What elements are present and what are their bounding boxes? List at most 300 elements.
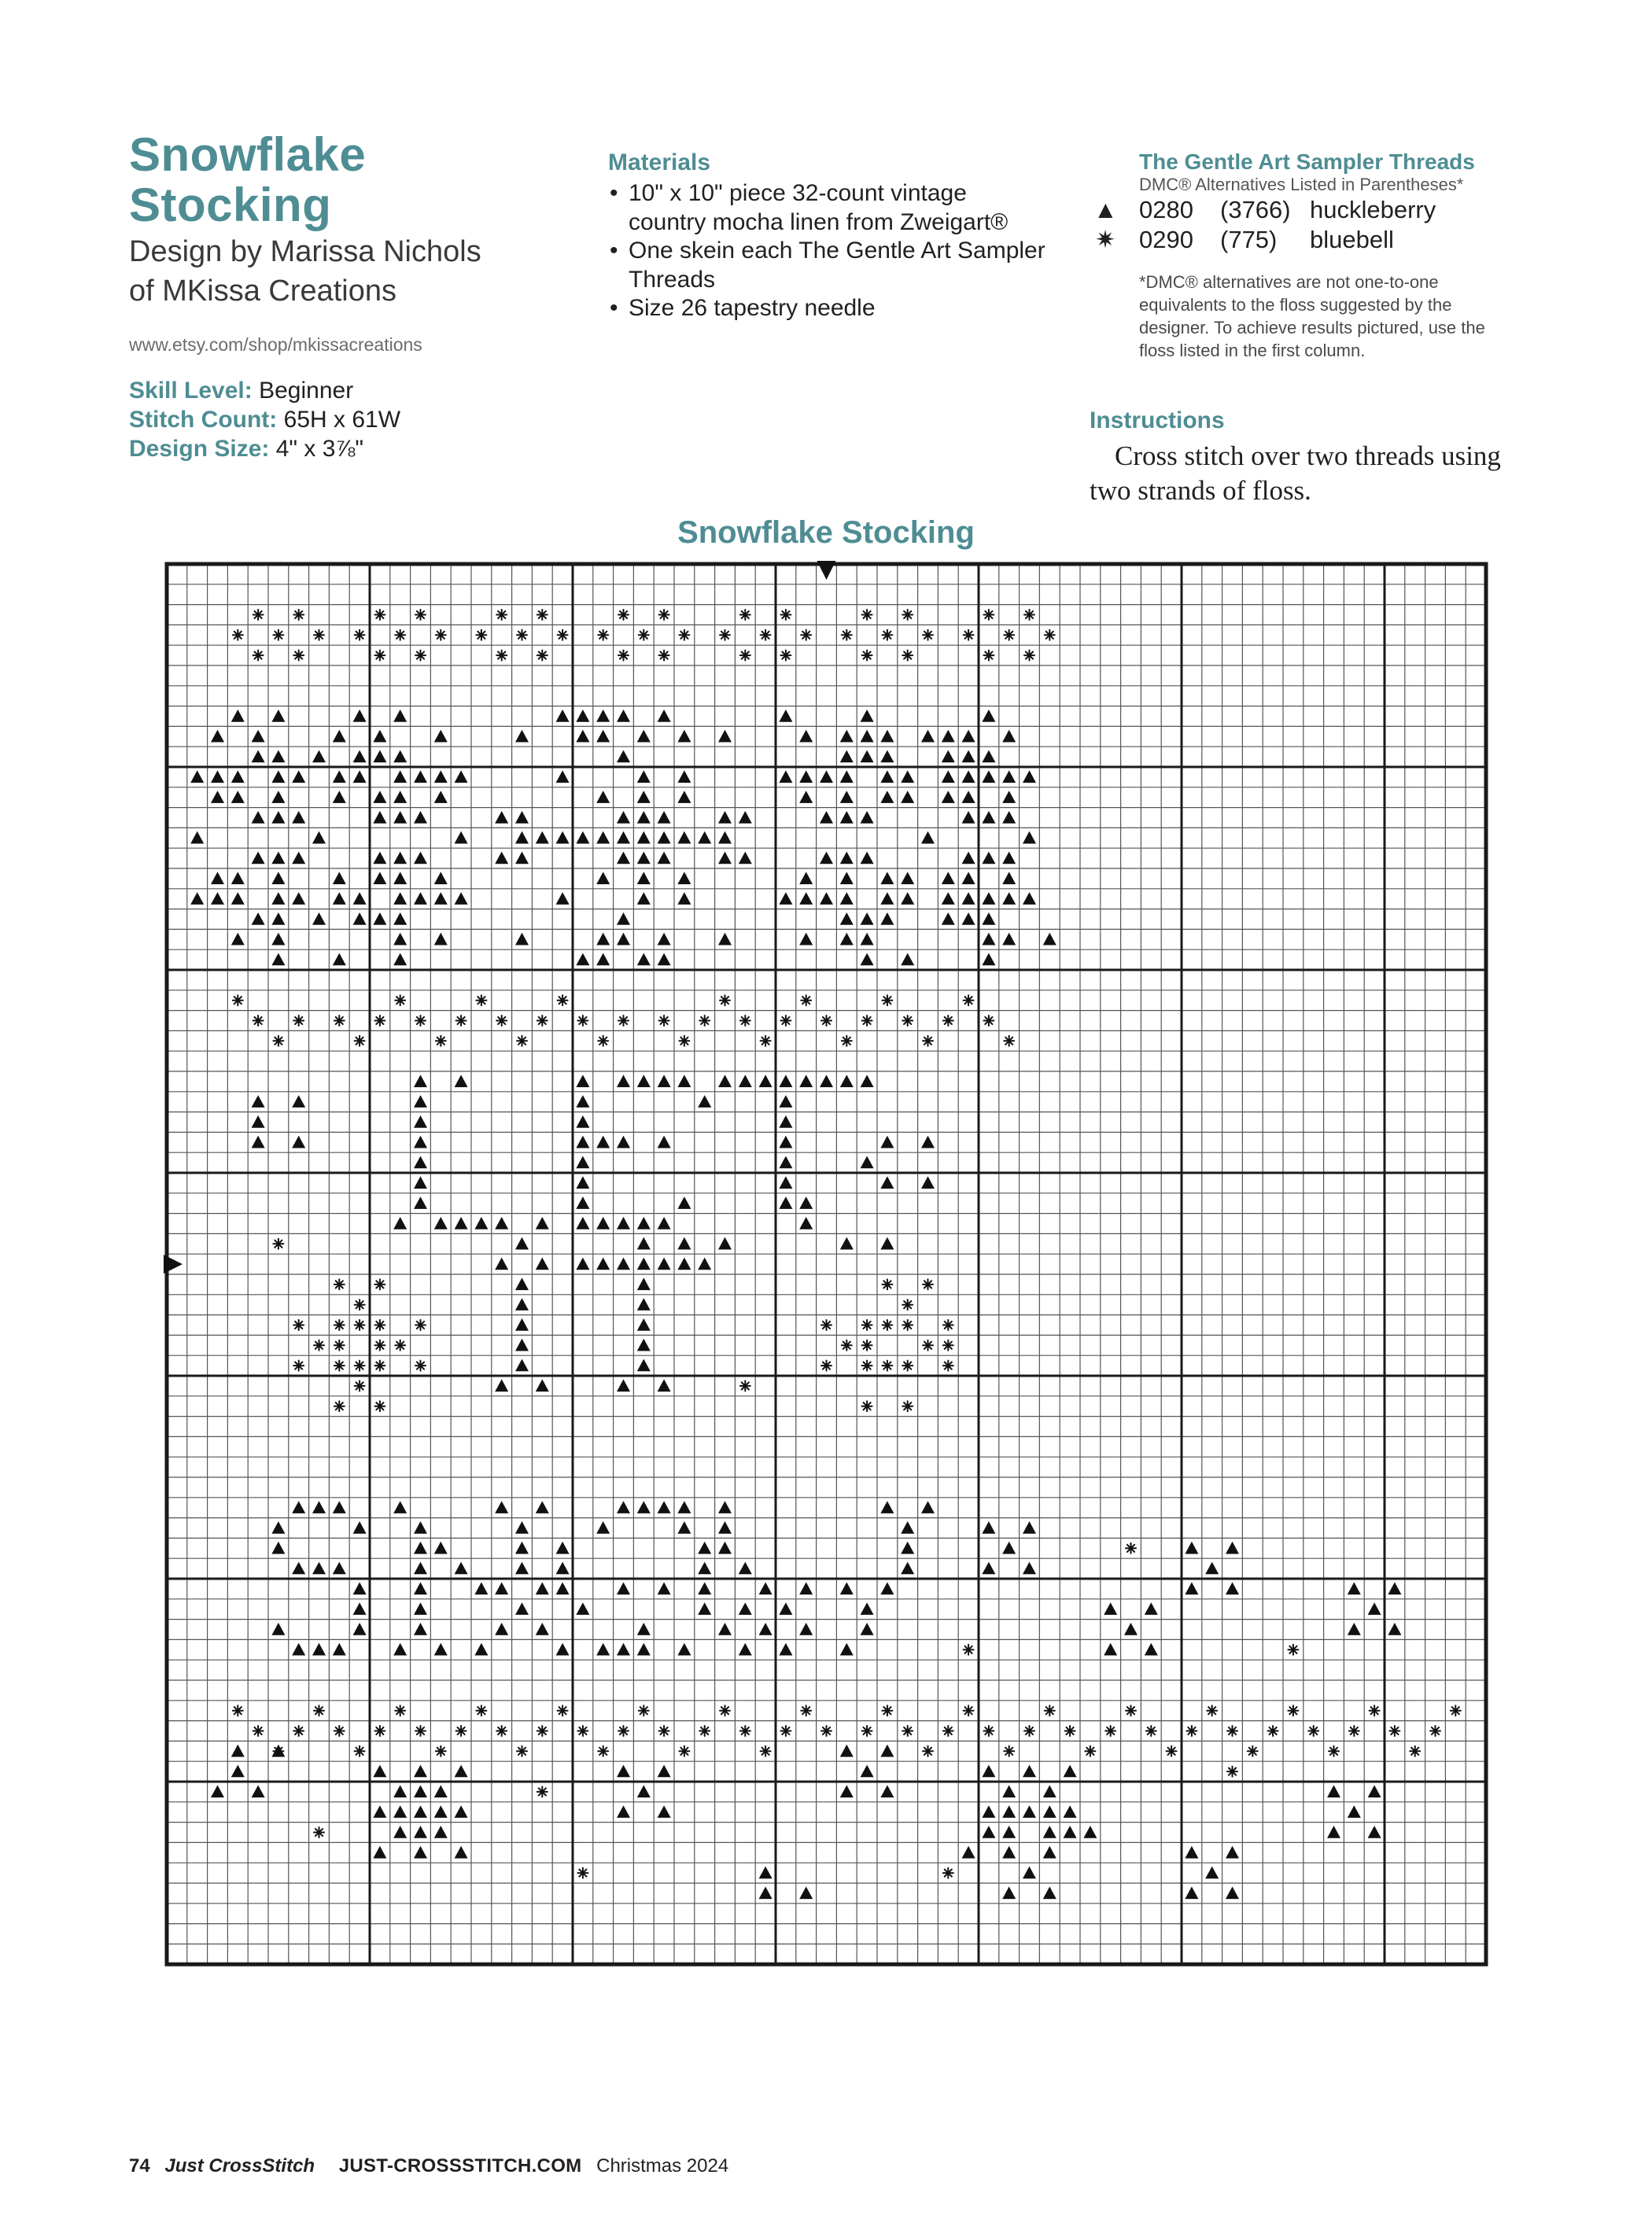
triangle-stitch — [658, 1765, 671, 1778]
star-stitch — [314, 1340, 324, 1351]
triangle-stitch — [861, 750, 874, 763]
star-stitch — [983, 610, 994, 620]
triangle-stitch — [739, 1602, 752, 1615]
triangle-stitch — [271, 750, 285, 763]
star-stitch — [456, 1726, 466, 1736]
triangle-stitch — [677, 892, 691, 905]
triangle-stitch — [942, 750, 955, 763]
triangle-stitch — [312, 831, 326, 844]
triangle-stitch — [1002, 872, 1016, 884]
triangle-stitch — [393, 1501, 407, 1513]
triangle-stitch — [901, 1521, 914, 1534]
star-stitch — [679, 630, 689, 640]
triangle-stitch — [1023, 831, 1036, 844]
triangle-stitch — [1043, 1886, 1056, 1899]
triangle-stitch — [1023, 892, 1036, 905]
triangle-stitch — [840, 750, 854, 763]
triangle-stitch — [271, 811, 285, 824]
triangle-stitch — [942, 912, 955, 925]
star-stitch — [964, 1705, 974, 1716]
star-stitch — [679, 1746, 689, 1756]
triangle-stitch — [637, 1785, 651, 1797]
triangle-stitch — [434, 1542, 448, 1554]
triangle-stitch — [962, 730, 975, 743]
triangle-stitch — [576, 1217, 589, 1229]
triangle-stitch — [617, 750, 630, 763]
triangle-stitch — [739, 1562, 752, 1575]
triangle-stitch — [1043, 1805, 1056, 1818]
triangle-stitch — [861, 953, 874, 966]
triangle-stitch — [880, 912, 894, 925]
star-stitch — [1370, 1705, 1380, 1716]
triangle-stitch — [292, 811, 305, 824]
triangle-stitch — [190, 831, 204, 844]
triangle-stitch — [434, 1785, 448, 1797]
triangle-stitch — [414, 1521, 427, 1534]
star-stitch — [395, 630, 405, 640]
star-stitch — [943, 1361, 953, 1371]
triangle-stitch — [617, 811, 630, 824]
star-stitch — [780, 610, 791, 620]
star-stitch — [801, 1705, 811, 1716]
triangle-stitch — [658, 1582, 671, 1594]
star-stitch — [1004, 1746, 1014, 1756]
triangle-stitch — [434, 933, 448, 945]
star-stitch — [862, 610, 872, 620]
triangle-stitch — [353, 710, 367, 722]
star-stitch — [476, 630, 486, 640]
star-stitch — [821, 1016, 832, 1026]
triangle-stitch — [759, 1074, 773, 1087]
triangle-stitch — [962, 1846, 975, 1859]
triangle-stitch — [353, 750, 367, 763]
triangle-stitch — [1145, 1602, 1158, 1615]
triangle-stitch — [637, 1237, 651, 1250]
triangle-stitch — [637, 1339, 651, 1351]
triangle-stitch — [962, 791, 975, 803]
triangle-stitch — [1226, 1582, 1239, 1594]
triangle-stitch — [617, 831, 630, 844]
star-stitch — [923, 1746, 933, 1756]
thread-name: bluebell — [1310, 226, 1394, 253]
triangle-stitch — [373, 912, 386, 925]
triangle-stitch — [455, 1217, 468, 1229]
star-stitch — [577, 1868, 588, 1878]
star-stitch — [598, 1746, 608, 1756]
star-stitch — [374, 1016, 385, 1026]
triangle-stitch — [1002, 1826, 1016, 1838]
triangle-stitch — [982, 933, 995, 945]
star-stitch — [334, 1016, 345, 1026]
star-stitch — [496, 1016, 507, 1026]
triangle-stitch — [799, 1623, 813, 1635]
star-stitch — [253, 1016, 264, 1026]
triangle-stitch — [434, 892, 448, 905]
star-stitch — [740, 651, 750, 661]
star-stitch — [273, 1036, 283, 1046]
triangle-stitch — [637, 1501, 651, 1513]
triangle-stitch — [414, 1095, 427, 1108]
star-stitch — [964, 630, 974, 640]
triangle-stitch — [414, 1176, 427, 1189]
triangle-stitch — [556, 892, 570, 905]
triangle-stitch — [779, 892, 792, 905]
triangle-stitch — [373, 1805, 386, 1818]
triangle-stitch — [434, 1643, 448, 1656]
star-stitch — [517, 1746, 527, 1756]
star-stitch — [923, 1036, 933, 1046]
skill-level-value: Beginner — [259, 378, 354, 404]
triangle-stitch — [698, 1095, 711, 1108]
star-stitch — [273, 630, 283, 640]
triangle-stitch — [718, 730, 732, 743]
threads-subheading: DMC® Alternatives Listed in Parentheses* — [1139, 175, 1464, 194]
triangle-stitch — [292, 1562, 305, 1575]
triangle-stitch — [312, 912, 326, 925]
star-stitch — [821, 1320, 832, 1330]
triangle-stitch — [536, 831, 549, 844]
triangle-stitch — [1368, 1602, 1381, 1615]
triangle-stitch — [982, 892, 995, 905]
triangle-stitch — [1226, 1846, 1239, 1859]
triangle-stitch — [1002, 791, 1016, 803]
triangle-stitch — [333, 872, 346, 884]
triangle-stitch — [739, 1074, 752, 1087]
triangle-stitch — [982, 1826, 995, 1838]
triangle-stitch — [1327, 1785, 1340, 1797]
triangle-stitch — [455, 1765, 468, 1778]
star-stitch — [740, 1726, 750, 1736]
triangle-stitch — [373, 1846, 386, 1859]
triangle-stitch — [677, 1521, 691, 1534]
triangle-stitch — [861, 1602, 874, 1615]
triangle-stitch — [982, 1562, 995, 1575]
triangle-stitch — [576, 1115, 589, 1128]
triangle-stitch — [312, 750, 326, 763]
triangle-stitch — [1002, 1886, 1016, 1899]
triangle-stitch — [861, 730, 874, 743]
triangle-stitch — [1002, 852, 1016, 864]
star-stitch — [1065, 1726, 1075, 1736]
triangle-stitch — [231, 872, 245, 884]
star-stitch — [902, 1726, 913, 1736]
center-marker-left — [164, 1255, 183, 1274]
triangle-stitch — [779, 1643, 792, 1656]
star-stitch — [1227, 1767, 1237, 1777]
triangle-stitch — [515, 1237, 529, 1250]
triangle-stitch — [718, 933, 732, 945]
triangle-stitch — [1023, 770, 1036, 783]
star-stitch — [659, 1016, 669, 1026]
triangle-stitch — [596, 1258, 610, 1270]
star-stitch — [943, 1340, 953, 1351]
triangle-stitch — [312, 1562, 326, 1575]
triangle-stitch — [333, 892, 346, 905]
triangle-stitch — [799, 933, 813, 945]
triangle-stitch — [515, 1542, 529, 1554]
star-symbol-icon: ✷ — [1095, 226, 1115, 253]
triangle-stitch — [536, 1258, 549, 1270]
triangle-stitch — [880, 892, 894, 905]
star-stitch — [1329, 1746, 1339, 1756]
triangle-stitch — [982, 912, 995, 925]
star-stitch — [882, 1705, 892, 1716]
triangle-stitch — [677, 1196, 691, 1209]
triangle-stitch — [861, 1623, 874, 1635]
dmc-note: *DMC® alternatives are not one-to-one equivalents to the floss suggested by the designer. To achieve results pictured, use the floss listed in the first column. — [1139, 272, 1485, 360]
triangle-stitch — [414, 1136, 427, 1148]
star-stitch — [862, 1340, 872, 1351]
triangle-stitch — [637, 730, 651, 743]
triangle-stitch — [1104, 1602, 1117, 1615]
triangle-stitch — [252, 1136, 265, 1148]
star-stitch — [740, 610, 750, 620]
star-stitch — [842, 630, 852, 640]
star-stitch — [761, 1036, 771, 1046]
triangle-stitch — [252, 912, 265, 925]
triangle-stitch — [779, 1115, 792, 1128]
triangle-stitch — [840, 1785, 854, 1797]
star-stitch — [1349, 1726, 1359, 1736]
triangle-stitch — [840, 872, 854, 884]
triangle-stitch — [880, 1136, 894, 1148]
triangle-stitch — [576, 1602, 589, 1615]
star-stitch — [293, 651, 304, 661]
triangle-stitch — [596, 831, 610, 844]
triangle-stitch — [921, 1501, 935, 1513]
triangle-stitch — [677, 791, 691, 803]
triangle-stitch — [880, 791, 894, 803]
triangle-stitch — [434, 791, 448, 803]
star-stitch — [334, 1340, 345, 1351]
triangle-stitch — [414, 1196, 427, 1209]
triangle-stitch — [556, 1542, 570, 1554]
triangle-stitch — [637, 953, 651, 966]
triangle-stitch — [1043, 933, 1056, 945]
triangle-stitch — [718, 1501, 732, 1513]
issue-name: Christmas 2024 — [596, 2155, 729, 2177]
triangle-stitch — [658, 1074, 671, 1087]
triangle-stitch — [617, 1765, 630, 1778]
triangle-stitch — [617, 1074, 630, 1087]
triangle-stitch — [799, 1886, 813, 1899]
triangle-stitch — [515, 933, 529, 945]
triangle-stitch — [393, 1826, 407, 1838]
triangle-stitch — [333, 953, 346, 966]
triangle-stitch — [495, 852, 508, 864]
triangle-stitch — [373, 872, 386, 884]
triangle-stitch — [231, 791, 245, 803]
star-stitch — [415, 1320, 426, 1330]
triangle-stitch — [861, 1156, 874, 1169]
star-stitch — [1308, 1726, 1318, 1736]
chart-title: Snowflake Stocking — [677, 515, 975, 550]
triangle-stitch — [658, 710, 671, 722]
star-stitch — [761, 1746, 771, 1756]
triangle-stitch — [799, 791, 813, 803]
triangle-stitch — [1064, 1805, 1077, 1818]
star-stitch — [1248, 1746, 1258, 1756]
triangle-stitch — [658, 811, 671, 824]
star-stitch — [334, 1279, 345, 1289]
star-stitch — [659, 610, 669, 620]
triangle-stitch — [414, 1074, 427, 1087]
triangle-stitch — [596, 1521, 610, 1534]
triangle-stitch — [658, 953, 671, 966]
star-stitch — [679, 1036, 689, 1046]
triangle-stitch — [271, 1542, 285, 1554]
triangle-stitch — [1023, 1765, 1036, 1778]
triangle-stitch — [718, 1074, 732, 1087]
triangle-stitch — [576, 710, 589, 722]
star-stitch — [618, 610, 629, 620]
triangle-stitch — [1023, 1562, 1036, 1575]
triangle-stitch — [393, 912, 407, 925]
triangle-stitch — [901, 892, 914, 905]
star-stitch — [476, 1705, 486, 1716]
triangle-stitch — [252, 1115, 265, 1128]
triangle-stitch — [495, 1217, 508, 1229]
star-stitch — [699, 1726, 710, 1736]
triangle-stitch — [414, 1826, 427, 1838]
star-stitch — [415, 1726, 426, 1736]
triangle-stitch — [353, 1602, 367, 1615]
star-stitch — [517, 1036, 527, 1046]
triangle-stitch — [759, 1886, 773, 1899]
triangle-stitch — [799, 892, 813, 905]
triangle-stitch — [617, 710, 630, 722]
thread-number: 0290 — [1139, 226, 1193, 253]
triangle-stitch — [353, 912, 367, 925]
triangle-stitch — [962, 872, 975, 884]
triangle-stitch — [901, 1562, 914, 1575]
triangle-stitch — [739, 1643, 752, 1656]
triangle-stitch — [658, 831, 671, 844]
triangle-stitch — [515, 831, 529, 844]
star-stitch — [334, 1726, 345, 1736]
triangle-stitch — [617, 1258, 630, 1270]
triangle-stitch — [658, 1379, 671, 1391]
star-stitch — [415, 610, 426, 620]
list-item: • One skein each The Gentle Art Sampler Threads — [608, 237, 1049, 294]
triangle-stitch — [536, 1582, 549, 1594]
star-stitch — [233, 630, 243, 640]
triangle-stitch — [1327, 1826, 1340, 1838]
star-stitch — [1085, 1746, 1095, 1756]
triangle-stitch — [739, 852, 752, 864]
triangle-stitch — [840, 852, 854, 864]
triangle-stitch — [799, 1582, 813, 1594]
triangle-stitch — [962, 750, 975, 763]
triangle-stitch — [536, 1501, 549, 1513]
triangle-stitch — [901, 872, 914, 884]
triangle-stitch — [982, 1765, 995, 1778]
triangle-stitch — [414, 1562, 427, 1575]
triangle-stitch — [414, 1623, 427, 1635]
triangle-stitch — [799, 730, 813, 743]
triangle-stitch — [495, 1379, 508, 1391]
star-stitch — [882, 630, 892, 640]
star-stitch — [659, 651, 669, 661]
triangle-stitch — [779, 1074, 792, 1087]
triangle-stitch — [515, 730, 529, 743]
pattern-title-line1: Snowflake — [129, 128, 367, 181]
triangle-stitch — [1083, 1826, 1097, 1838]
star-stitch — [334, 1361, 345, 1371]
triangle-stitch — [982, 1805, 995, 1818]
star-stitch — [639, 630, 649, 640]
triangle-stitch — [252, 1785, 265, 1797]
triangle-stitch — [333, 1643, 346, 1656]
triangle-stitch — [901, 791, 914, 803]
design-size-label: Design Size: — [129, 436, 270, 462]
triangle-stitch — [840, 933, 854, 945]
triangle-stitch — [637, 770, 651, 783]
triangle-stitch — [393, 872, 407, 884]
triangle-stitch — [231, 710, 245, 722]
triangle-stitch — [515, 1602, 529, 1615]
star-stitch — [1024, 1726, 1034, 1736]
thread-name: huckleberry — [1310, 196, 1436, 223]
triangle-stitch — [556, 770, 570, 783]
triangle-stitch — [455, 1562, 468, 1575]
triangle-stitch — [880, 1745, 894, 1757]
triangle-stitch — [840, 1745, 854, 1757]
star-stitch — [1105, 1726, 1115, 1736]
triangle-stitch — [190, 770, 204, 783]
star-stitch — [659, 1726, 669, 1736]
triangle-stitch — [698, 831, 711, 844]
triangle-stitch — [414, 770, 427, 783]
instructions-text: Cross stitch over two threads using two strands of floss. — [1090, 440, 1501, 506]
triangle-stitch — [1368, 1785, 1381, 1797]
triangle-stitch — [637, 791, 651, 803]
triangle-stitch — [414, 852, 427, 864]
triangle-stitch — [637, 872, 651, 884]
triangle-stitch — [637, 1359, 651, 1372]
star-stitch — [983, 1726, 994, 1736]
star-stitch — [1024, 610, 1034, 620]
triangle-stitch — [414, 811, 427, 824]
triangle-stitch — [677, 1501, 691, 1513]
star-stitch — [374, 651, 385, 661]
star-stitch — [598, 630, 608, 640]
star-stitch — [639, 1705, 649, 1716]
triangle-stitch — [942, 872, 955, 884]
star-stitch — [273, 1746, 283, 1756]
triangle-stitch — [292, 852, 305, 864]
triangle-stitch — [576, 1136, 589, 1148]
triangle-stitch — [779, 1156, 792, 1169]
triangle-stitch — [840, 730, 854, 743]
triangle-stitch — [1002, 811, 1016, 824]
star-stitch — [293, 1016, 304, 1026]
star-stitch — [355, 1299, 365, 1310]
star-stitch — [983, 1016, 994, 1026]
star-stitch — [842, 1036, 852, 1046]
center-marker-top — [817, 561, 836, 580]
triangle-stitch — [393, 811, 407, 824]
triangle-stitch — [637, 892, 651, 905]
triangle-stitch — [921, 1136, 935, 1148]
triangle-stitch — [271, 933, 285, 945]
triangle-stitch — [982, 811, 995, 824]
triangle-stitch — [252, 750, 265, 763]
triangle-stitch — [617, 1217, 630, 1229]
star-stitch — [1227, 1726, 1237, 1736]
triangle-stitch — [637, 1298, 651, 1310]
triangle-stitch — [596, 872, 610, 884]
